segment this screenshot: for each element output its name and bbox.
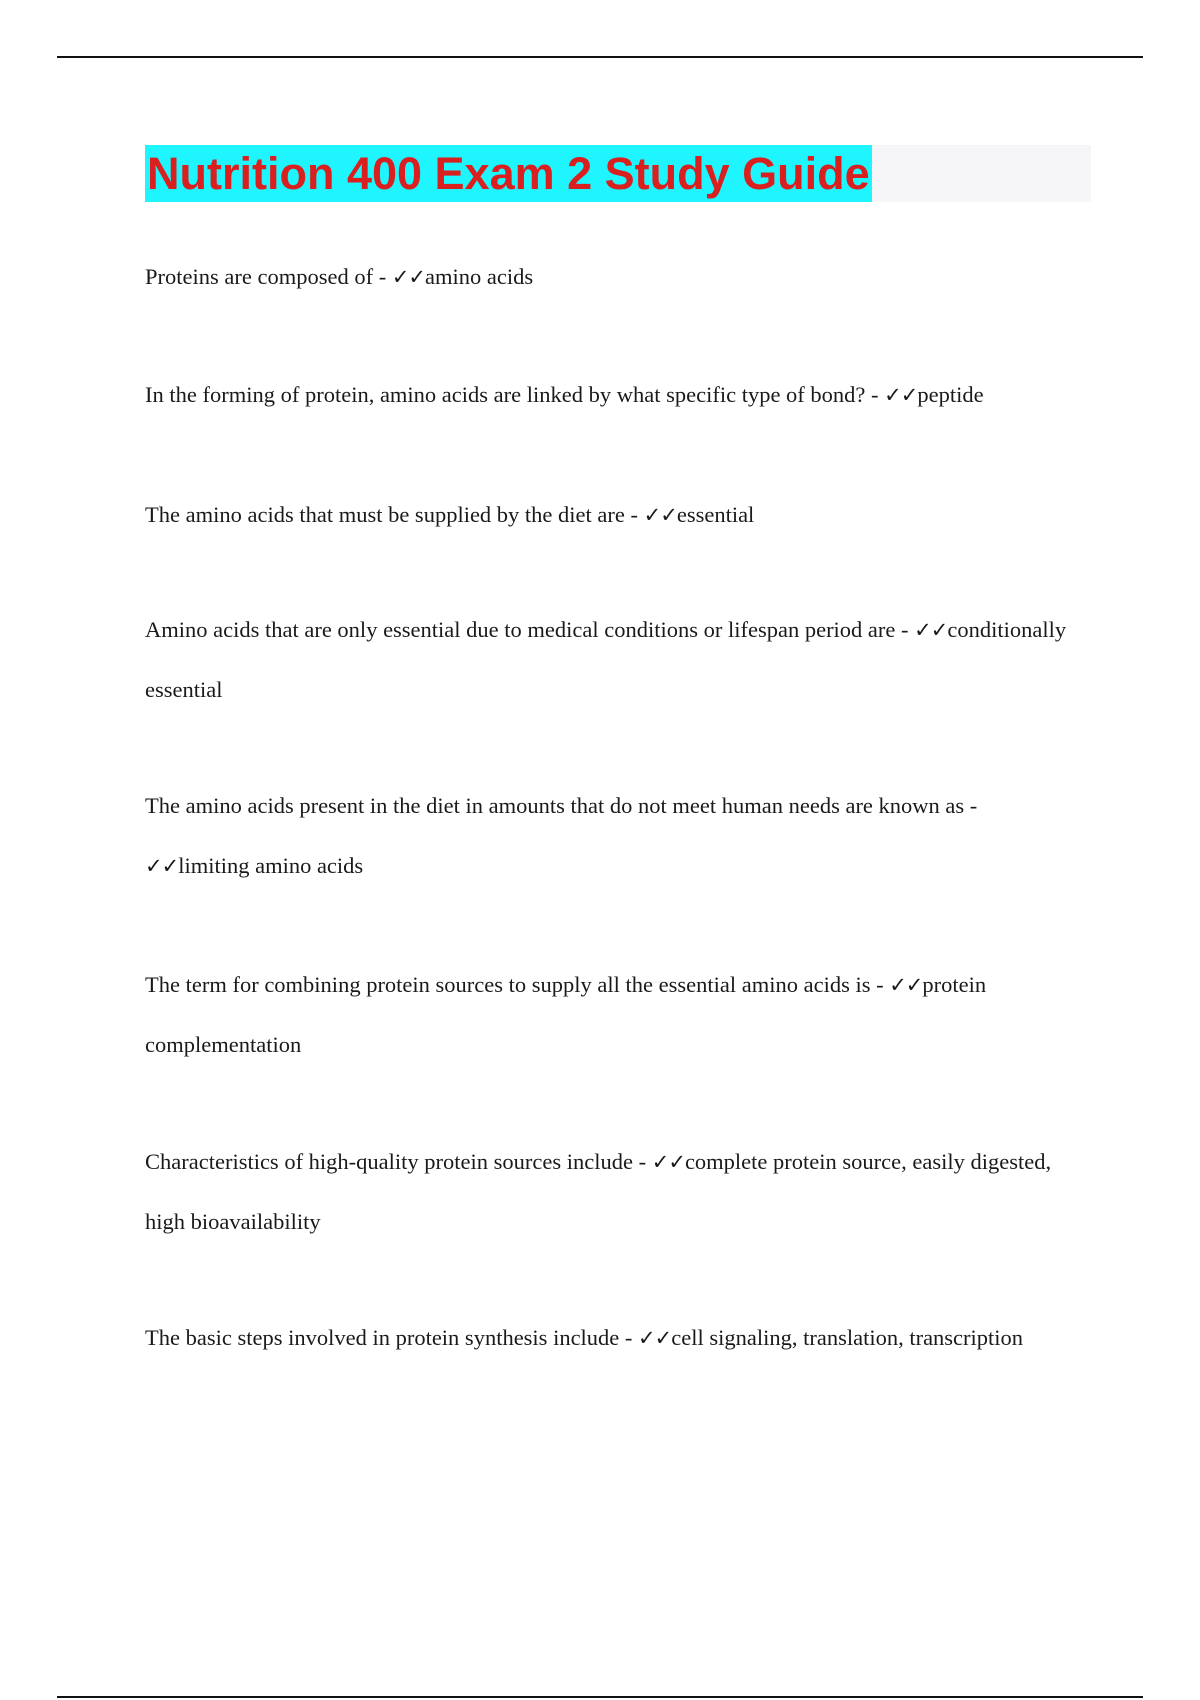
qa-item (145, 1132, 1075, 1252)
page-title: Nutrition 400 Exam 2 Study Guide (145, 145, 872, 202)
double-check-icon: ✓✓ (145, 854, 179, 878)
question-text: The amino acids that must be supplied by the diet are - (145, 502, 644, 527)
answer-text: essential (676, 502, 755, 527)
double-check-icon: ✓✓ (889, 973, 923, 997)
qa-item (145, 776, 1075, 896)
answer-text: limiting amino acids (178, 853, 364, 878)
double-check-icon: ✓✓ (651, 1150, 685, 1174)
answer-text: peptide (917, 382, 984, 407)
question-text: The amino acids present in the diet in amounts that do not meet human needs are known as - (145, 793, 978, 818)
answer-text: amino acids (425, 264, 534, 289)
question-text: Characteristics of high-quality protein sources include - (145, 1149, 652, 1174)
qa-item (145, 1308, 1075, 1368)
double-check-icon: ✓✓ (638, 1326, 672, 1350)
qa-item (145, 955, 1075, 1075)
answer-text: complete protein source, easily digested, high bioavailability (145, 1149, 1052, 1234)
double-check-icon: ✓✓ (391, 265, 426, 289)
double-check-icon: ✓✓ (914, 618, 948, 642)
qa-item (145, 247, 1075, 307)
qa-item (145, 365, 1075, 425)
question-text: The basic steps involved in protein synthesis include - (145, 1325, 639, 1350)
answer-text: protein complementation (145, 972, 987, 1057)
top-rule (57, 56, 1143, 58)
bottom-rule (57, 1696, 1143, 1698)
answer-text: cell signaling, translation, transcription (671, 1325, 1024, 1350)
double-check-icon: ✓✓ (643, 503, 677, 527)
answer-text: conditionally essential (145, 617, 1067, 702)
qa-item (145, 600, 1075, 720)
qa-item (145, 485, 1075, 545)
question-text: The term for combining protein sources to supply all the essential amino acids is - (145, 972, 890, 997)
question-text: Proteins are composed of - (145, 264, 392, 289)
question-text: Amino acids that are only essential due to medical conditions or lifespan period are - (145, 617, 915, 642)
question-text: In the forming of protein, amino acids are linked by what specific type of bond? - (145, 382, 885, 407)
double-check-icon: ✓✓ (884, 383, 918, 407)
